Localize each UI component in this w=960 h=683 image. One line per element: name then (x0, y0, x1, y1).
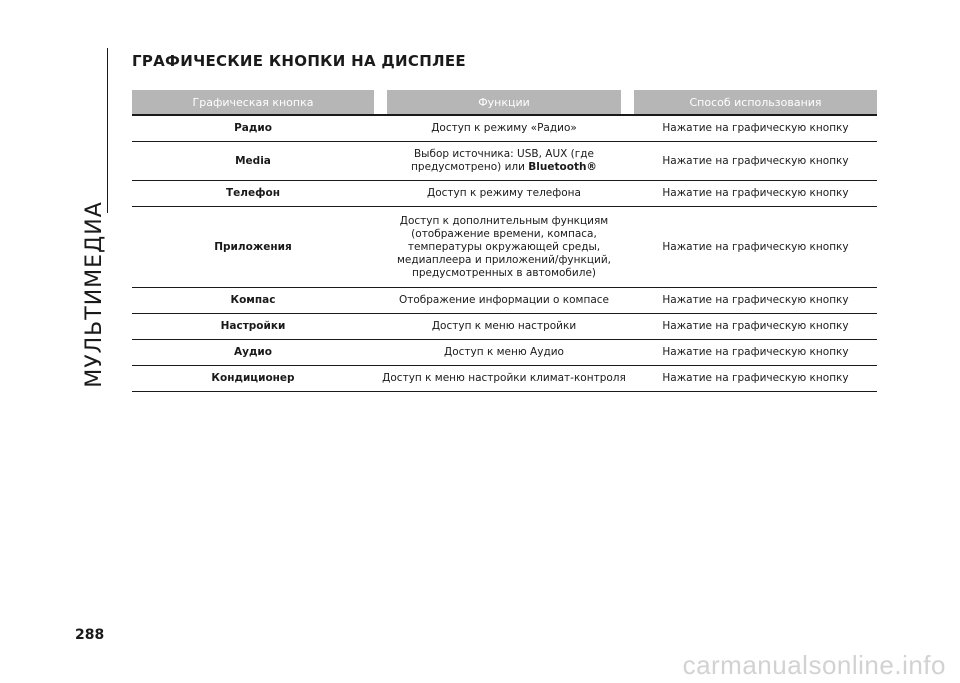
table-row (132, 181, 877, 207)
cell-function (374, 148, 634, 174)
table-row (132, 314, 877, 340)
cell-function-text: Выбор источника: USB, AUX (где предусмотрено) или (411, 148, 595, 173)
table-row (132, 288, 877, 314)
side-section-title (80, 201, 108, 388)
cell-button: Телефон (226, 187, 280, 199)
cell-function-bold: Bluetooth® (528, 161, 597, 173)
cell-usage: Нажатие на графическую кнопку (662, 240, 849, 253)
cell-usage: Нажатие на графическую кнопку (662, 294, 849, 306)
table-row (132, 340, 877, 366)
page-title: ГРАФИЧЕСКИЕ КНОПКИ НА ДИСПЛЕЕ (132, 52, 466, 70)
cell-button: Аудио (233, 346, 273, 358)
cell-button: Media (235, 154, 271, 167)
cell-function-text: Доступ к дополнительным функциям (отображение времени, компаса, температуры окружающей среды, медиаплеера и приложений/функций, предусмотренных в автомобиле) (397, 214, 611, 279)
cell-usage: Нажатие на графическую кнопку (662, 154, 849, 167)
cell-function: Доступ к режиму «Радио» (431, 122, 577, 134)
table-row (132, 366, 877, 392)
header-button: Графическая кнопка (132, 90, 374, 114)
cell-button: Радио (234, 122, 272, 134)
cell-function: Доступ к меню настройки (431, 320, 577, 332)
cell-usage: Нажатие на графическую кнопку (662, 372, 849, 384)
cell-function: Доступ к меню Аудио (444, 346, 564, 358)
cell-button: Настройки (220, 320, 286, 332)
cell-button: Компас (230, 294, 276, 306)
cell-function: Доступ к режиму телефона (427, 187, 581, 199)
table-header (132, 90, 877, 114)
cell-usage: Нажатие на графическую кнопку (662, 187, 849, 199)
cell-function: Доступ к меню настройки климат-контроля (382, 372, 626, 384)
header-usage: Способ использования (634, 90, 877, 114)
cell-usage: Нажатие на графическую кнопку (662, 320, 849, 332)
table-row (132, 142, 877, 181)
side-divider-line (107, 48, 108, 213)
watermark: carmanualsonline.info (682, 650, 946, 680)
cell-function (374, 215, 634, 280)
side-section-title-text: МУЛЬТИМЕДИА (81, 201, 107, 388)
table-row (132, 207, 877, 288)
cell-button: Приложения (214, 240, 292, 253)
cell-button: Кондиционер (211, 372, 295, 384)
header-function: Функции (387, 90, 621, 114)
table-row (132, 116, 877, 142)
cell-function: Отображение информации о компасе (398, 294, 609, 306)
page-number: 288 (75, 627, 105, 643)
buttons-table (132, 90, 877, 392)
cell-usage: Нажатие на графическую кнопку (662, 346, 849, 358)
cell-usage: Нажатие на графическую кнопку (662, 122, 849, 134)
